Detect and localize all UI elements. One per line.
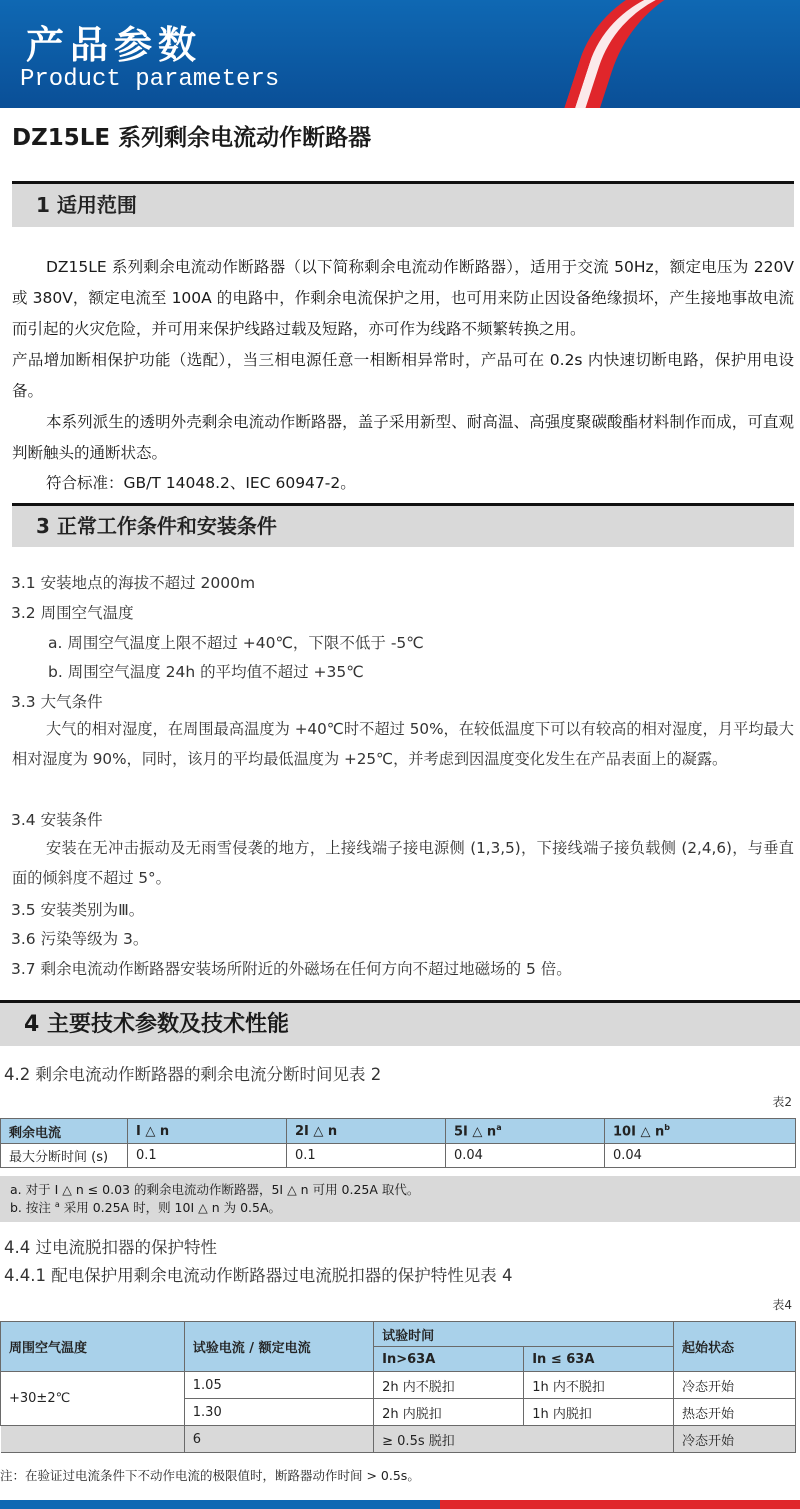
- item-3-2-a: a. 周围空气温度上限不超过 +40℃，下限不低于 -5℃: [48, 634, 424, 652]
- table-cell: 6: [184, 1426, 373, 1453]
- table-4-header-cell: In ≤ 63A: [524, 1347, 674, 1372]
- item-4-2: 4.2 剩余电流动作断路器的剩余电流分断时间见表 2: [4, 1065, 382, 1084]
- header-banner: [0, 0, 800, 108]
- item-3-3: 3.3 大气条件: [11, 693, 103, 711]
- item-3-7: 3.7 剩余电流动作断路器安装场所附近的外磁场在任何方向不超过地磁场的 5 倍。: [11, 960, 572, 978]
- bottom-decoration-bar: [0, 1500, 800, 1509]
- table-cell: 0.1: [287, 1144, 446, 1168]
- table-2-header-cell: [605, 1119, 796, 1144]
- table-cell: [1, 1426, 185, 1453]
- table-cell: 1.30: [184, 1399, 373, 1426]
- item-3-2-b: b. 周围空气温度 24h 的平均值不超过 +35℃: [48, 663, 364, 681]
- table-2-header-cell: 2I △ n: [287, 1119, 446, 1144]
- item-4-4-1: 4.4.1 配电保护用剩余电流动作断路器过电流脱扣器的保护特性见表 4: [4, 1266, 513, 1285]
- section-1-paragraph-4: 符合标准：GB/T 14048.2、IEC 60947-2。: [46, 474, 356, 492]
- table-cell: 1.05: [184, 1372, 373, 1399]
- item-4-4: 4.4 过电流脱扣器的保护特性: [4, 1238, 217, 1257]
- item-3-2: 3.2 周围空气温度: [11, 604, 134, 622]
- table-4-header-cell: 试验时间: [374, 1322, 674, 1347]
- table-2-header-text: 5I △ n: [454, 1124, 497, 1140]
- table-2-header-row: [1, 1119, 796, 1144]
- table-2-label: 表2: [772, 1095, 792, 1109]
- table-4-header-cell: In>63A: [374, 1347, 524, 1372]
- item-3-6: 3.6 污染等级为 3。: [11, 930, 149, 948]
- table-cell: 0.04: [605, 1144, 796, 1168]
- table-4-header-cell: 起始状态: [674, 1322, 796, 1372]
- table-row: [1, 1372, 796, 1399]
- footnote-marker: b: [664, 1122, 670, 1132]
- table-2-header-cell: I △ n: [128, 1119, 287, 1144]
- document-title: DZ15LE 系列剩余电流动作断路器: [12, 125, 372, 151]
- item-3-1: 3.1 安装地点的海拔不超过 2000m: [11, 574, 256, 592]
- table-2-header-cell: 剩余电流: [1, 1119, 128, 1144]
- table-cell: 1h 内脱扣: [524, 1399, 674, 1426]
- table-4-header-row: [1, 1322, 796, 1347]
- table-cell: +30±2℃: [1, 1372, 185, 1426]
- section-1-paragraph-1: DZ15LE 系列剩余电流动作断路器（以下简称剩余电流动作断路器），适用于交流 50Hz，额定电压为 220V 或 380V，额定电流至 100A 的电路中，作剩余电流保护之用，也可用来防止因设备绝缘损坏，产生接地事故电流而引起的火灾危险，并可用来保护线路过载及短路，亦可作为线路不频繁转换之用。: [12, 258, 794, 338]
- table-cell: 1h 内不脱扣: [524, 1372, 674, 1399]
- table-cell: 冷态开始: [674, 1426, 796, 1453]
- item-3-4: 3.4 安装条件: [11, 811, 103, 829]
- table-cell: 热态开始: [674, 1399, 796, 1426]
- table-row: [1, 1144, 796, 1168]
- table-2-header-cell: [446, 1119, 605, 1144]
- section-4-heading: 4 主要技术参数及技术性能: [0, 1000, 800, 1046]
- section-1-paragraph-3: 本系列派生的透明外壳剩余电流动作断路器，盖子采用新型、耐高温、高强度聚碳酸酯材料制作而成，可直观判断触头的通断状态。: [12, 413, 794, 462]
- table-cell: 2h 内脱扣: [374, 1399, 524, 1426]
- footnote-marker: a: [54, 1200, 60, 1209]
- item-3-4-paragraph: 安装在无冲击振动及无雨雪侵袭的地方，上接线端子接电源侧 (1,3,5)，下接线端子接负载侧 (2,4,6)，与垂直面的倾斜度不超过 5°。: [12, 839, 794, 887]
- item-3-5: 3.5 安装类别为Ⅲ。: [11, 901, 145, 919]
- table-2: [0, 1118, 796, 1168]
- table-4-header-cell: 周围空气温度: [1, 1322, 185, 1372]
- table-cell: 最大分断时间 (s): [1, 1144, 128, 1168]
- table-cell: 0.1: [128, 1144, 287, 1168]
- table-cell: 0.04: [446, 1144, 605, 1168]
- banner-subtitle: Product parameters: [20, 66, 280, 93]
- table-2-note-a: a. 对于 I △ n ≤ 0.03 的剩余电流动作断路器，5I △ n 可用 0.25A 取代。: [10, 1182, 420, 1197]
- table-row: [1, 1426, 796, 1453]
- note-text: 采用 0.25A 时，则 10I △ n 为 0.5A。: [59, 1200, 281, 1216]
- table-4-label: 表4: [772, 1298, 792, 1312]
- table-2-header-text: 10I △ n: [613, 1124, 665, 1140]
- table-2-note-b: [10, 1197, 790, 1215]
- banner-white-swoosh: [565, 0, 800, 108]
- note-text: b. 按注: [10, 1200, 55, 1216]
- table-4-header-cell: 试验电流 / 额定电流: [184, 1322, 373, 1372]
- table-2-notes: [0, 1176, 800, 1222]
- table-4: [0, 1321, 796, 1453]
- item-3-3-paragraph: 大气的相对湿度，在周围最高温度为 +40℃时不超过 50%，在较低温度下可以有较高的相对湿度，月平均最大相对湿度为 90%，同时，该月的平均最低温度为 +25℃，并考虑到因温度变化发生在产品表面上的凝露。: [12, 720, 794, 768]
- table-cell: ≥ 0.5s 脱扣: [374, 1426, 674, 1453]
- table-cell: 2h 内不脱扣: [374, 1372, 524, 1399]
- section-1-heading: 1 适用范围: [12, 181, 794, 227]
- footnote-marker: a: [496, 1122, 502, 1132]
- table-4-note: 注：在验证过电流条件下不动作电流的极限值时，断路器动作时间 > 0.5s。: [0, 1468, 420, 1483]
- table-cell: 冷态开始: [674, 1372, 796, 1399]
- section-3-heading: 3 正常工作条件和安装条件: [12, 503, 794, 547]
- section-1-paragraph-2: 产品增加断相保护功能（选配），当三相电源任意一相断相异常时，产品可在 0.2s 内快速切断电路，保护用电设备。: [12, 351, 794, 400]
- banner-title: 产品参数: [26, 22, 203, 67]
